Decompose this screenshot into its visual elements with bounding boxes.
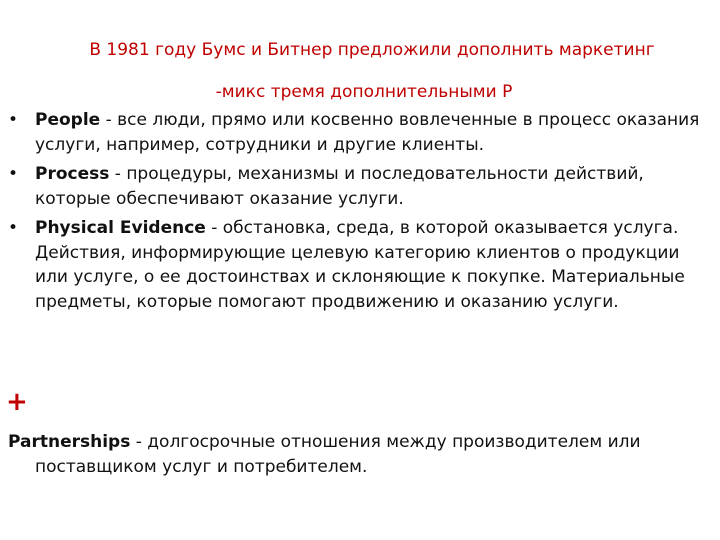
bullet-item-physical-evidence [8,216,714,314]
partnerships-term: Partnerships [8,432,131,452]
bullet-item-process [8,162,714,211]
bullet-term: Process [35,164,110,184]
bullet-marker: • [8,164,19,184]
bullet-term: Physical Evidence [35,218,206,238]
bullet-text: - все люди, прямо или косвенно вовлеченные в процесс оказания услуги, например, сотрудники и другие клиенты. [35,110,700,155]
partnerships-paragraph [8,430,720,480]
bullet-list [8,108,714,319]
bullet-text: - обстановка, среда, в которой оказывается услуга. Действия, информирующие целевую категорию клиентов о продукции или услуге, о ее достоинствах и склоняющие к покупке. Материальные предметы, которые помогают продвижению и оказанию услуги. [35,218,685,312]
bullet-marker: • [8,110,19,130]
slide-title-line-1: В 1981 году Бумс и Битнер предложили дополнить маркетинг [89,40,655,60]
partnerships-text: - долгосрочные отношения между производителем или поставщиком услуг и потребителем. [35,432,641,477]
slide-title-line-2: -микс тремя дополнительными Р [215,82,513,102]
bullet-marker: • [8,218,19,238]
bullet-text: - процедуры, механизмы и последовательности действий, которые обеспечивают оказание услуги. [35,164,644,209]
plus-sign: + [6,387,28,417]
bullet-item-people [8,108,714,157]
bullet-term: People [35,110,101,130]
